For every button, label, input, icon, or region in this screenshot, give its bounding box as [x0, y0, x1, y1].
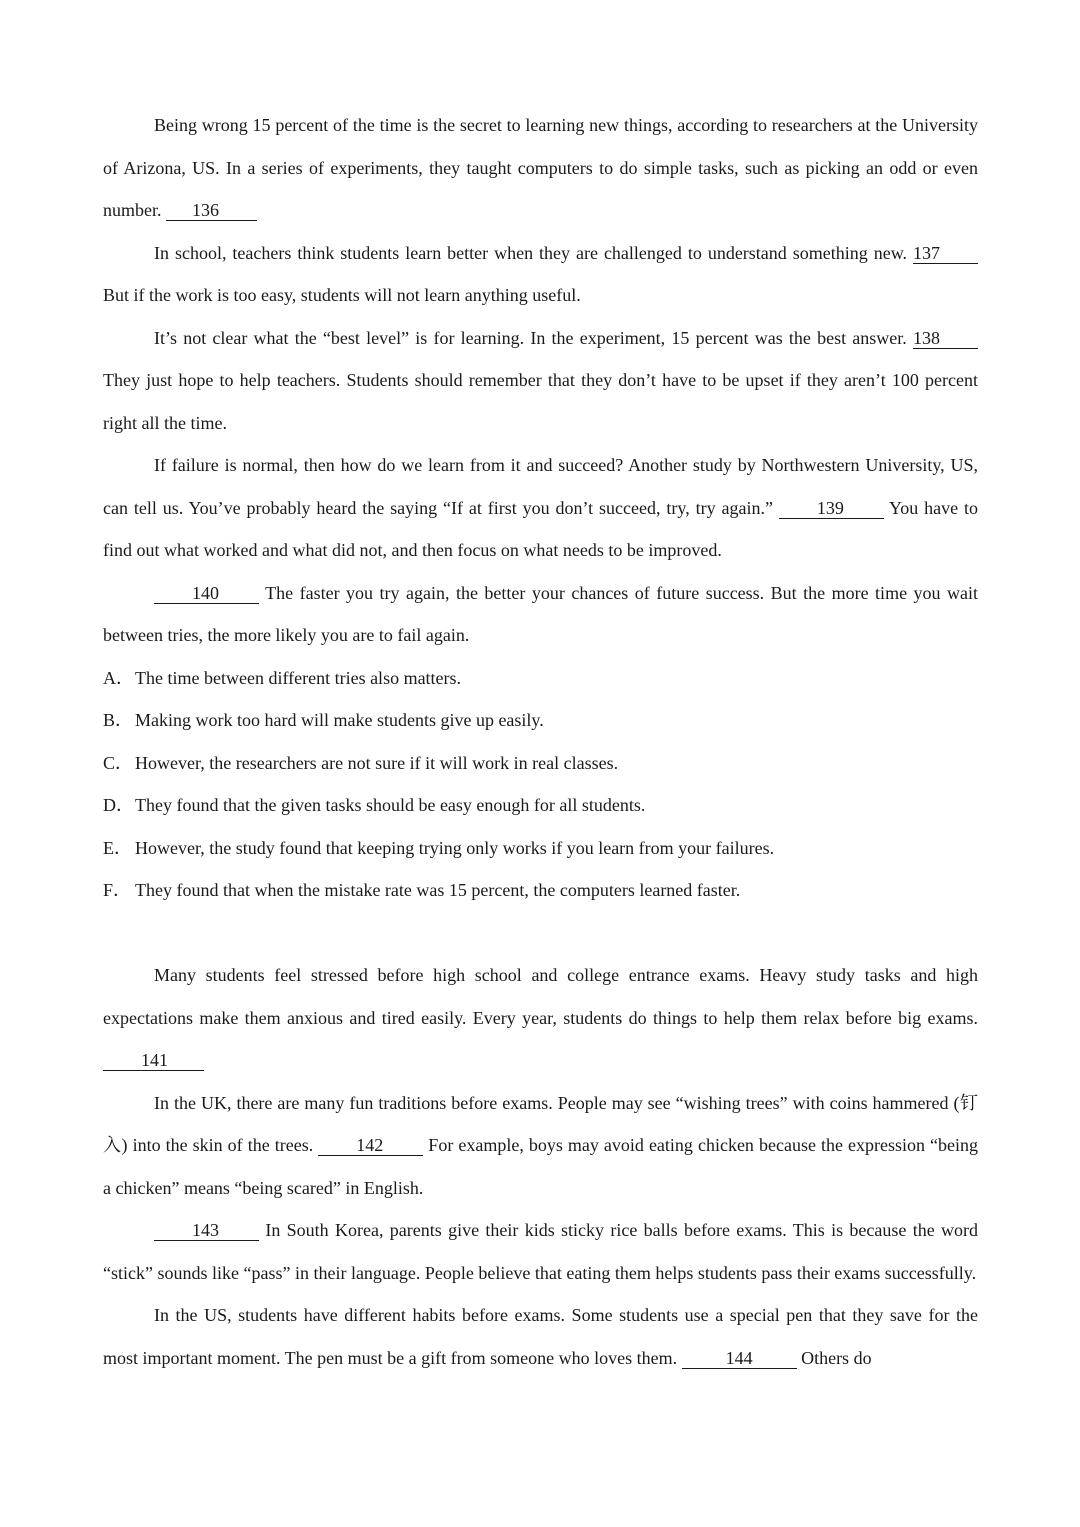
- section-spacer: [103, 912, 978, 955]
- paragraph-4: [103, 444, 978, 572]
- paragraph-text: You have to find out what worked and what did not, and then focus on what needs to be improved.: [103, 497, 978, 560]
- answer-blank-143[interactable]: [154, 1220, 259, 1241]
- option-text: However, the study found that keeping trying only works if you learn from your failures.: [135, 837, 775, 858]
- paragraph-9: [103, 1294, 978, 1379]
- option-f: [103, 869, 978, 912]
- option-letter: D．: [103, 795, 134, 815]
- paragraph-text: In South Korea, parents give their kids sticky rice balls before exams. This is because the word “stick” sounds like “pass” in their language. People believe that eating them helps students pass their exams successfully.: [103, 1220, 978, 1283]
- option-text: They found that the given tasks should be easy enough for all students.: [135, 795, 646, 815]
- option-letter: B．: [103, 710, 134, 730]
- paragraph-text: But if the work is too easy, students will not learn anything useful.: [103, 285, 581, 305]
- answer-options: [103, 657, 978, 912]
- paragraph-5: [103, 572, 978, 657]
- paragraph-2: [103, 232, 978, 317]
- option-text: Making work too hard will make students give up easily.: [135, 710, 544, 730]
- option-letter: A．: [103, 667, 134, 688]
- option-a: [103, 657, 978, 700]
- paragraph-text: In school, teachers think students learn better when they are challenged to understand something new.: [154, 242, 913, 263]
- answer-blank-139[interactable]: [779, 498, 884, 519]
- option-letter: E．: [103, 837, 132, 858]
- option-c: [103, 742, 978, 785]
- blank-number: 143: [192, 1220, 219, 1240]
- answer-blank-138[interactable]: [913, 328, 978, 349]
- paragraph-text: In the US, students have different habits before exams. Some students use a special pen that they save for the most important moment. The pen must be a gift from someone who loves them.: [103, 1305, 978, 1368]
- option-text: They found that when the mistake rate was 15 percent, the computers learned faster.: [135, 880, 741, 900]
- option-letter: C．: [103, 752, 134, 773]
- document-page: [103, 104, 978, 1379]
- paragraph-text: They just hope to help teachers. Students should remember that they don’t have to be upset if they aren’t 100 percent right all the time.: [103, 370, 978, 433]
- paragraph-text: Being wrong 15 percent of the time is the secret to learning new things, according to researchers at the University of Arizona, US. In a series of experiments, they taught computers to do simple tasks, such as picking an odd or even number.: [103, 115, 978, 220]
- paragraph-text: It’s not clear what the “best level” is for learning. In the experiment, 15 percent was the best answer.: [154, 327, 913, 348]
- paragraph-8: [103, 1209, 978, 1294]
- option-text: The time between different tries also matters.: [135, 667, 462, 688]
- answer-blank-141[interactable]: [103, 1050, 204, 1071]
- paragraph-1: [103, 104, 978, 232]
- blank-number: 138: [913, 327, 940, 348]
- blank-number: 142: [356, 1135, 384, 1155]
- answer-blank-142[interactable]: [318, 1135, 423, 1156]
- paragraph-text: Many students feel stressed before high school and college entrance exams. Heavy study tasks and high expectations make them anxious and tired easily. Every year, students do things to help them relax before big exams.: [103, 965, 978, 1028]
- paragraph-text: If failure is normal, then how do we learn from it and succeed? Another study by Northwestern University, US, can tell us. You’ve probably heard the saying “If at first you don’t succeed, try, try again.”: [103, 455, 978, 518]
- paragraph-text: In the UK, there are many fun traditions before exams. People may see “wishing trees” with coins hammered (钉入) into the skin of the trees.: [103, 1092, 978, 1155]
- option-letter: F．: [103, 880, 132, 900]
- paragraph-7: [103, 1082, 978, 1210]
- paragraph-3: [103, 317, 978, 445]
- paragraph-text: The faster you try again, the better your chances of future success. But the more time you wait between tries, the more likely you are to fail again.: [103, 582, 978, 645]
- option-b: [103, 699, 978, 742]
- paragraph-text: For example, boys may avoid eating chicken because the expression “being a chicken” means “being scared” in English.: [103, 1135, 978, 1198]
- blank-number: 144: [725, 1347, 753, 1368]
- option-text: However, the researchers are not sure if it will work in real classes.: [135, 752, 619, 773]
- option-e: [103, 827, 978, 870]
- blank-number: 137: [913, 242, 940, 263]
- paragraph-6: [103, 954, 978, 1082]
- option-d: [103, 784, 978, 827]
- answer-blank-144[interactable]: [682, 1348, 797, 1369]
- blank-number: 139: [816, 497, 844, 518]
- answer-blank-137[interactable]: [913, 243, 978, 264]
- paragraph-text: Others do: [796, 1347, 872, 1368]
- blank-number: 140: [192, 582, 219, 603]
- answer-blank-136[interactable]: [166, 200, 257, 221]
- blank-number: 141: [141, 1050, 168, 1070]
- blank-number: 136: [192, 200, 219, 220]
- answer-blank-140[interactable]: [154, 583, 259, 604]
